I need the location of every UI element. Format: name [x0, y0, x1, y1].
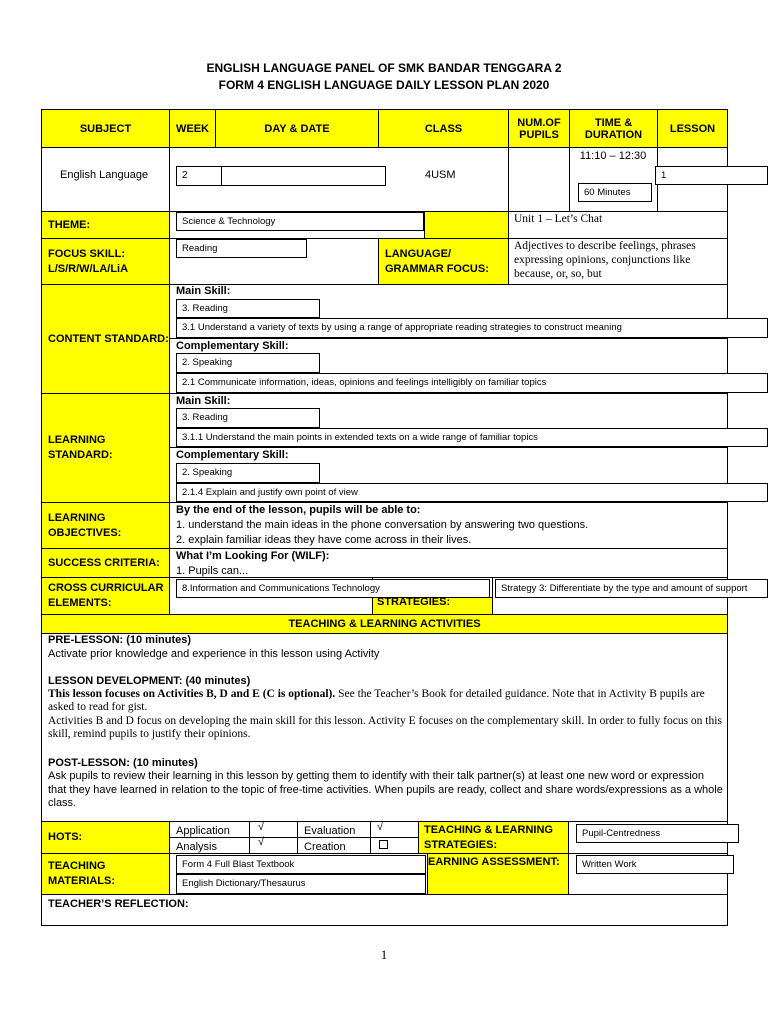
tl-strategies-label: TEACHING & LEARNING STRATEGIES:: [418, 821, 569, 854]
num-pupils-cell: [508, 147, 570, 212]
col-class: CLASS: [378, 109, 509, 148]
pre-lesson-title: PRE-LESSON: (10 minutes): [48, 634, 192, 646]
success-criteria-label: SUCCESS CRITERIA:: [41, 548, 170, 578]
content-standard-label: CONTENT STANDARD:: [41, 284, 170, 394]
activities-title: TEACHING & LEARNING ACTIVITIES: [41, 614, 728, 634]
unit-value: Unit 1 – Let’s Chat: [514, 213, 603, 225]
objective-2: 2. explain familiar ideas they have come across in their lives.: [176, 534, 472, 546]
ls-main-desc-field[interactable]: 3.1.1 Understand the main points in extended texts on a wide range of familiar topics: [176, 428, 768, 447]
document-title: ENGLISH LANGUAGE PANEL OF SMK BANDAR TENGGARA 2: [206, 61, 562, 75]
duration-field[interactable]: 60 Minutes: [578, 183, 652, 202]
post-lesson-text: Ask pupils to review their learning in this lesson by getting them to identify with their talk partner(s) at least one new word or expression that they have learned in relation to the topic of free-time activities. When pupils are ready, collect and share words/expressions as a whole class.: [48, 770, 723, 809]
col-time-duration: TIME & DURATION: [569, 109, 658, 148]
hots-application: Application: [176, 825, 230, 837]
date-field[interactable]: [221, 166, 386, 186]
theme-field[interactable]: Science & Technology: [176, 212, 424, 231]
assessment-field[interactable]: Written Work: [576, 855, 734, 874]
cross-curricular-label: CROSS CURRICULAR ELEMENTS:: [41, 577, 170, 615]
col-subject: SUBJECT: [41, 109, 170, 148]
pre-lesson-text: Activate prior knowledge and experience in this lesson using Activity: [48, 648, 380, 660]
cs-main-desc-field[interactable]: 3.1 Understand a variety of texts by using a range of appropriate reading strategies to construct meaning: [176, 318, 768, 338]
ls-comp-skill-label: Complementary Skill:: [176, 449, 289, 461]
grammar-focus-label: LANGUAGE/ GRAMMAR FOCUS:: [378, 238, 509, 285]
lesson-development-para-1: [48, 688, 724, 714]
ls-comp-desc-field[interactable]: 2.1.4 Explain and justify own point of view: [176, 483, 768, 502]
lesson-field[interactable]: 1: [655, 166, 768, 185]
time-value: 11:10 – 12:30: [579, 150, 647, 162]
cs-comp-desc-field[interactable]: 2.1 Communicate information, ideas, opinions and feelings intelligibly on familiar topics: [176, 373, 768, 393]
learning-objectives-label: LEARNING OBJECTIVES:: [41, 502, 170, 549]
ls-comp-skill-field[interactable]: 2. Speaking: [176, 463, 320, 483]
learning-standard-label: LEARNING STANDARD:: [41, 393, 170, 503]
teaching-materials-label: TEACHING MATERIALS:: [41, 853, 170, 895]
grammar-focus-value: Adjectives to describe feelings, phrases expressing opinions, conjunctions like because, or, so, but: [514, 240, 696, 280]
objectives-intro: By the end of the lesson, pupils will be able to:: [176, 504, 421, 516]
lesson-development-title: LESSON DEVELOPMENT: (40 minutes): [48, 675, 251, 687]
strategy-field[interactable]: Strategy 3: Differentiate by the type and amount of support: [495, 579, 768, 598]
week-field[interactable]: 2: [176, 166, 222, 186]
hots-label: HOTS:: [41, 821, 170, 854]
hots-creation: Creation: [304, 841, 346, 853]
theme-label: THEME:: [41, 211, 170, 239]
hots-analysis-check-cell[interactable]: [249, 837, 298, 854]
analysis-check-icon: √: [258, 836, 265, 848]
col-lesson: LESSON: [657, 109, 728, 148]
col-week: WEEK: [169, 109, 216, 148]
document-subtitle: FORM 4 ENGLISH LANGUAGE DAILY LESSON PLAN 2020: [218, 78, 550, 92]
lesson-development-para-2: Activities B and D focus on developing the main skill for this lesson. Activity E focuses on the complementary skill. In order to fully focus on this skill, remind pupils to justify their opinions.: [48, 715, 722, 740]
assessment-label: EARNING ASSESSMENT:: [428, 856, 560, 868]
creation-checkbox-icon[interactable]: [379, 840, 388, 849]
hots-analysis: Analysis: [176, 841, 217, 853]
hots-creation-check-cell[interactable]: [370, 837, 419, 854]
hots-application-check-cell[interactable]: [249, 821, 298, 838]
evaluation-check-icon: √: [377, 821, 384, 833]
tl-strategies-field[interactable]: Pupil-Centredness: [576, 824, 739, 843]
subject-value: English Language: [60, 169, 149, 181]
application-check-icon: √: [258, 821, 265, 833]
post-lesson-title: POST-LESSON: (10 minutes): [48, 757, 198, 769]
success-item-1: 1. Pupils can...: [176, 565, 249, 577]
col-num-pupils: NUM.OF PUPILS: [508, 109, 570, 148]
success-intro: What I’m Looking For (WILF):: [176, 550, 330, 562]
teacher-reflection-label: TEACHER’S REFLECTION:: [48, 898, 189, 910]
dev-text-1: See the Teacher’s Book for detailed guidance. Note that in Activity B pupils are asked to read for gist.: [48, 688, 705, 713]
focus-skill-label: FOCUS SKILL: L/S/R/W/LA/LiA: [41, 238, 170, 285]
cs-comp-skill-label: Complementary Skill:: [176, 340, 289, 352]
hots-evaluation: Evaluation: [304, 825, 356, 837]
focus-skill-field[interactable]: Reading: [176, 239, 307, 258]
objective-1: 1. understand the main ideas in the phone conversation by answering two questions.: [176, 519, 589, 531]
dev-bold-text: This lesson focuses on Activities B, D and E (C is optional).: [48, 688, 336, 700]
cs-main-skill-field[interactable]: 3. Reading: [176, 299, 320, 318]
material-2-field[interactable]: English Dictionary/Thesaurus: [176, 874, 426, 894]
cs-main-skill-label: Main Skill:: [176, 285, 231, 297]
ls-main-skill-label: Main Skill:: [176, 395, 231, 407]
class-value: 4USM: [425, 169, 456, 181]
col-day-date: DAY & DATE: [215, 109, 379, 148]
theme-yellow-filler: [424, 211, 509, 239]
material-1-field[interactable]: Form 4 Full Blast Textbook: [176, 855, 426, 874]
cross-curricular-field[interactable]: 8.Information and Communications Technology: [176, 579, 490, 598]
ls-main-skill-field[interactable]: 3. Reading: [176, 408, 320, 428]
strategies-label: STRATEGIES:: [377, 596, 451, 608]
page-number: 1: [380, 947, 388, 962]
cs-comp-skill-field[interactable]: 2. Speaking: [176, 353, 320, 373]
